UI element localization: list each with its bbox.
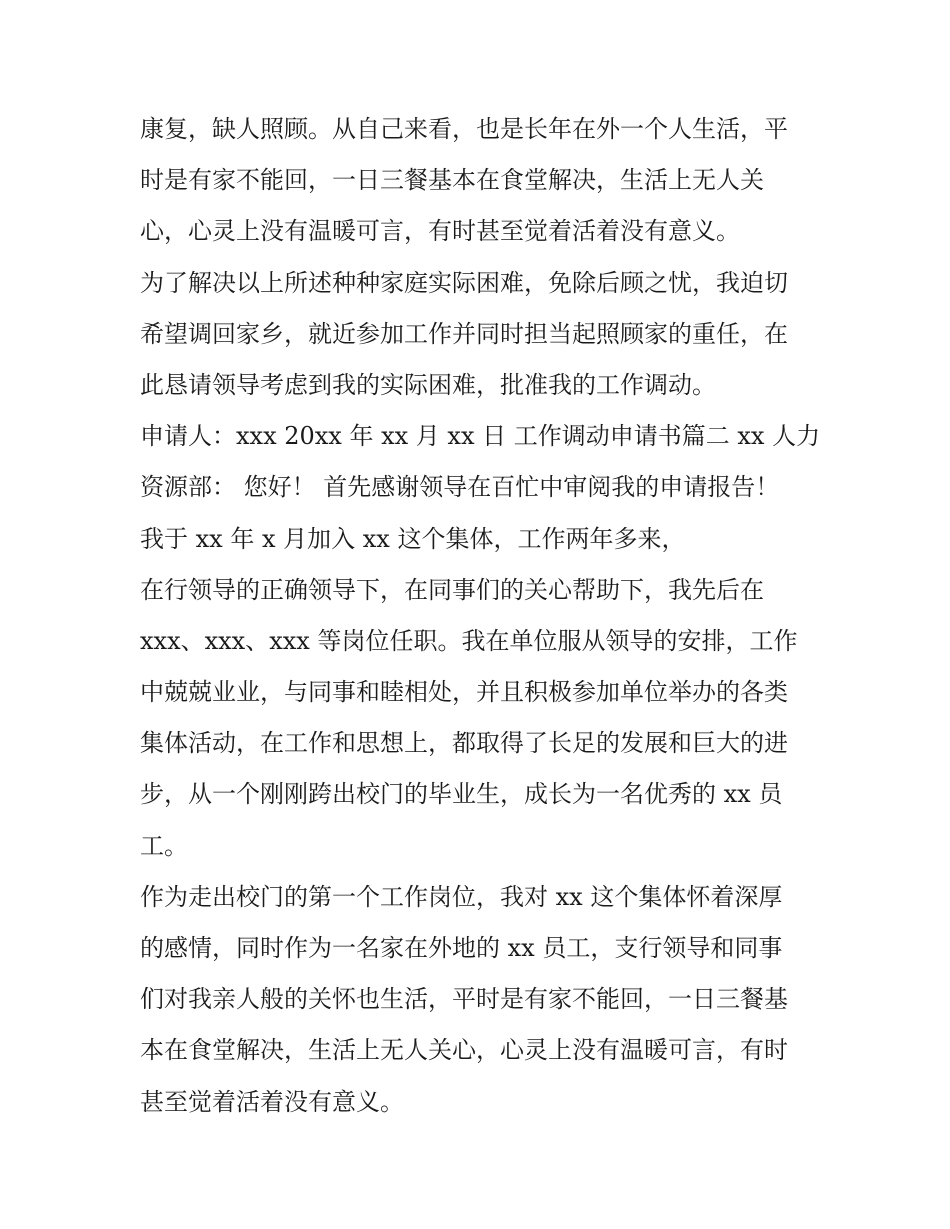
document-body	[140, 104, 830, 1128]
text-line: 申请人：xxx 20xx 年 xx 月 xx 日 工作调动申请书篇二 xx 人力	[140, 422, 821, 451]
text-line: 康复，缺人照顾。从自己来看，也是长年在外一个人生活，平	[140, 115, 788, 143]
text-line: 工。	[140, 831, 188, 860]
text-line: 资源部： 您好！ 首先感谢领导在百忙中审阅我的申请报告！	[140, 473, 780, 502]
text-line: 时是有家不能回，一日三餐基本在食堂解决，生活上无人关	[140, 166, 764, 195]
text-line: 在行领导的正确领导下，在同事们的关心帮助下，我先后在	[140, 575, 764, 604]
text-line: 希望调回家乡，就近参加工作并同时担当起照顾家的重任，在	[140, 319, 788, 348]
text-line: 集体活动，在工作和思想上，都取得了长足的发展和巨大的进	[140, 729, 788, 758]
text-line: 为了解决以上所述种种家庭实际困难，免除后顾之忧，我迫切	[140, 268, 788, 297]
text-line: 我于 xx 年 x 月加入 xx 这个集体，工作两年多来，	[140, 524, 686, 553]
text-line: 中兢兢业业，与同事和睦相处，并且积极参加单位举办的各类	[140, 678, 788, 707]
text-line: 心，心灵上没有温暖可言，有时甚至觉着活着没有意义。	[140, 217, 740, 246]
text-line: 的感情，同时作为一名家在外地的 xx 员工，支行领导和同事	[140, 934, 783, 962]
text-line: 此恳请领导考虑到我的实际困难，批准我的工作调动。	[140, 370, 716, 399]
text-line: 本在食堂解决，生活上无人关心，心灵上没有温暖可言，有时	[140, 1036, 788, 1065]
text-line: 们对我亲人般的关怀也生活，平时是有家不能回，一日三餐基	[140, 985, 788, 1014]
text-line: xxx、xxx、xxx 等岗位任职。我在单位服从领导的安排，工作	[140, 626, 798, 655]
text-line: 作为走出校门的第一个工作岗位，我对 xx 这个集体怀着深厚	[140, 882, 783, 911]
text-line: 步，从一个刚刚跨出校门的毕业生，成长为一名优秀的 xx 员	[140, 780, 783, 809]
text-line: 甚至觉着活着没有意义。	[140, 1087, 404, 1116]
